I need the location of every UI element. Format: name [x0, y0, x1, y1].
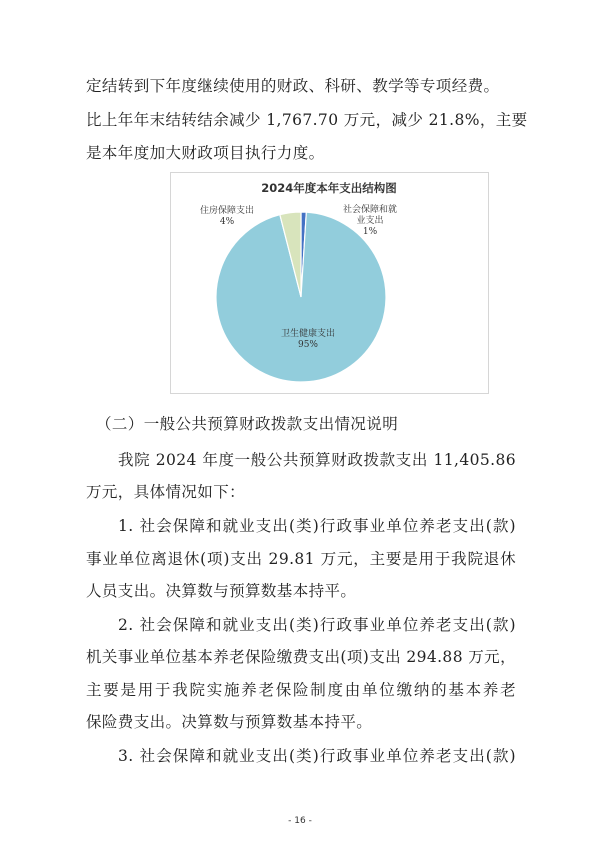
text-line: 保险费支出。决算数与预算数基本持平。 [86, 713, 373, 731]
text-line: 是本年度加大财政项目执行力度。 [86, 144, 325, 162]
slice-label: 卫生健康支出 [280, 329, 336, 339]
text-line: 机关事业单位基本养老保险缴费支出(项)支出 294.88 万元， [86, 648, 516, 666]
section-heading: （二）一般公共预算财政拨款支出情况说明 [96, 415, 399, 433]
text-line: 人员支出。决算数与预算数基本持平。 [86, 582, 357, 600]
slice-label: 业支出 [356, 216, 384, 226]
text-line: 比上年年末结转结余减少 1,767.70 万元，减少 21.8%，主要 [86, 111, 528, 129]
expenditure-pie-chart [170, 172, 489, 394]
text-line: 主要是用于我院实施养老保险制度由单位缴纳的基本养老 [86, 681, 516, 699]
slice-percent-label: 95% [297, 340, 319, 350]
pie-chart-svg [171, 173, 488, 393]
slice-percent-label: 4% [219, 217, 235, 227]
slice-label: 社会保障和就 [342, 205, 398, 215]
chart-title: 2024年度本年支出结构图 [261, 181, 397, 195]
slice-label: 住房保障支出 [199, 206, 255, 216]
text-line: 我院 2024 年度一般公共预算财政拨款支出 11,405.86 [118, 451, 516, 469]
text-line: 3. 社会保障和就业支出(类)行政事业单位养老支出(款) [118, 747, 516, 765]
page-number: - 16 - [288, 816, 312, 826]
text-line: 万元，具体情况如下： [86, 483, 246, 501]
text-line: 1. 社会保障和就业支出(类)行政事业单位养老支出(款) [118, 517, 516, 535]
slice-percent-label: 1% [362, 227, 378, 237]
text-line: 定结转到下年度继续使用的财政、科研、教学等专项经费。 [86, 77, 500, 95]
text-line: 事业单位离退休(项)支出 29.81 万元，主要是用于我院退休 [86, 550, 516, 568]
text-line: 2. 社会保障和就业支出(类)行政事业单位养老支出(款) [118, 616, 516, 634]
